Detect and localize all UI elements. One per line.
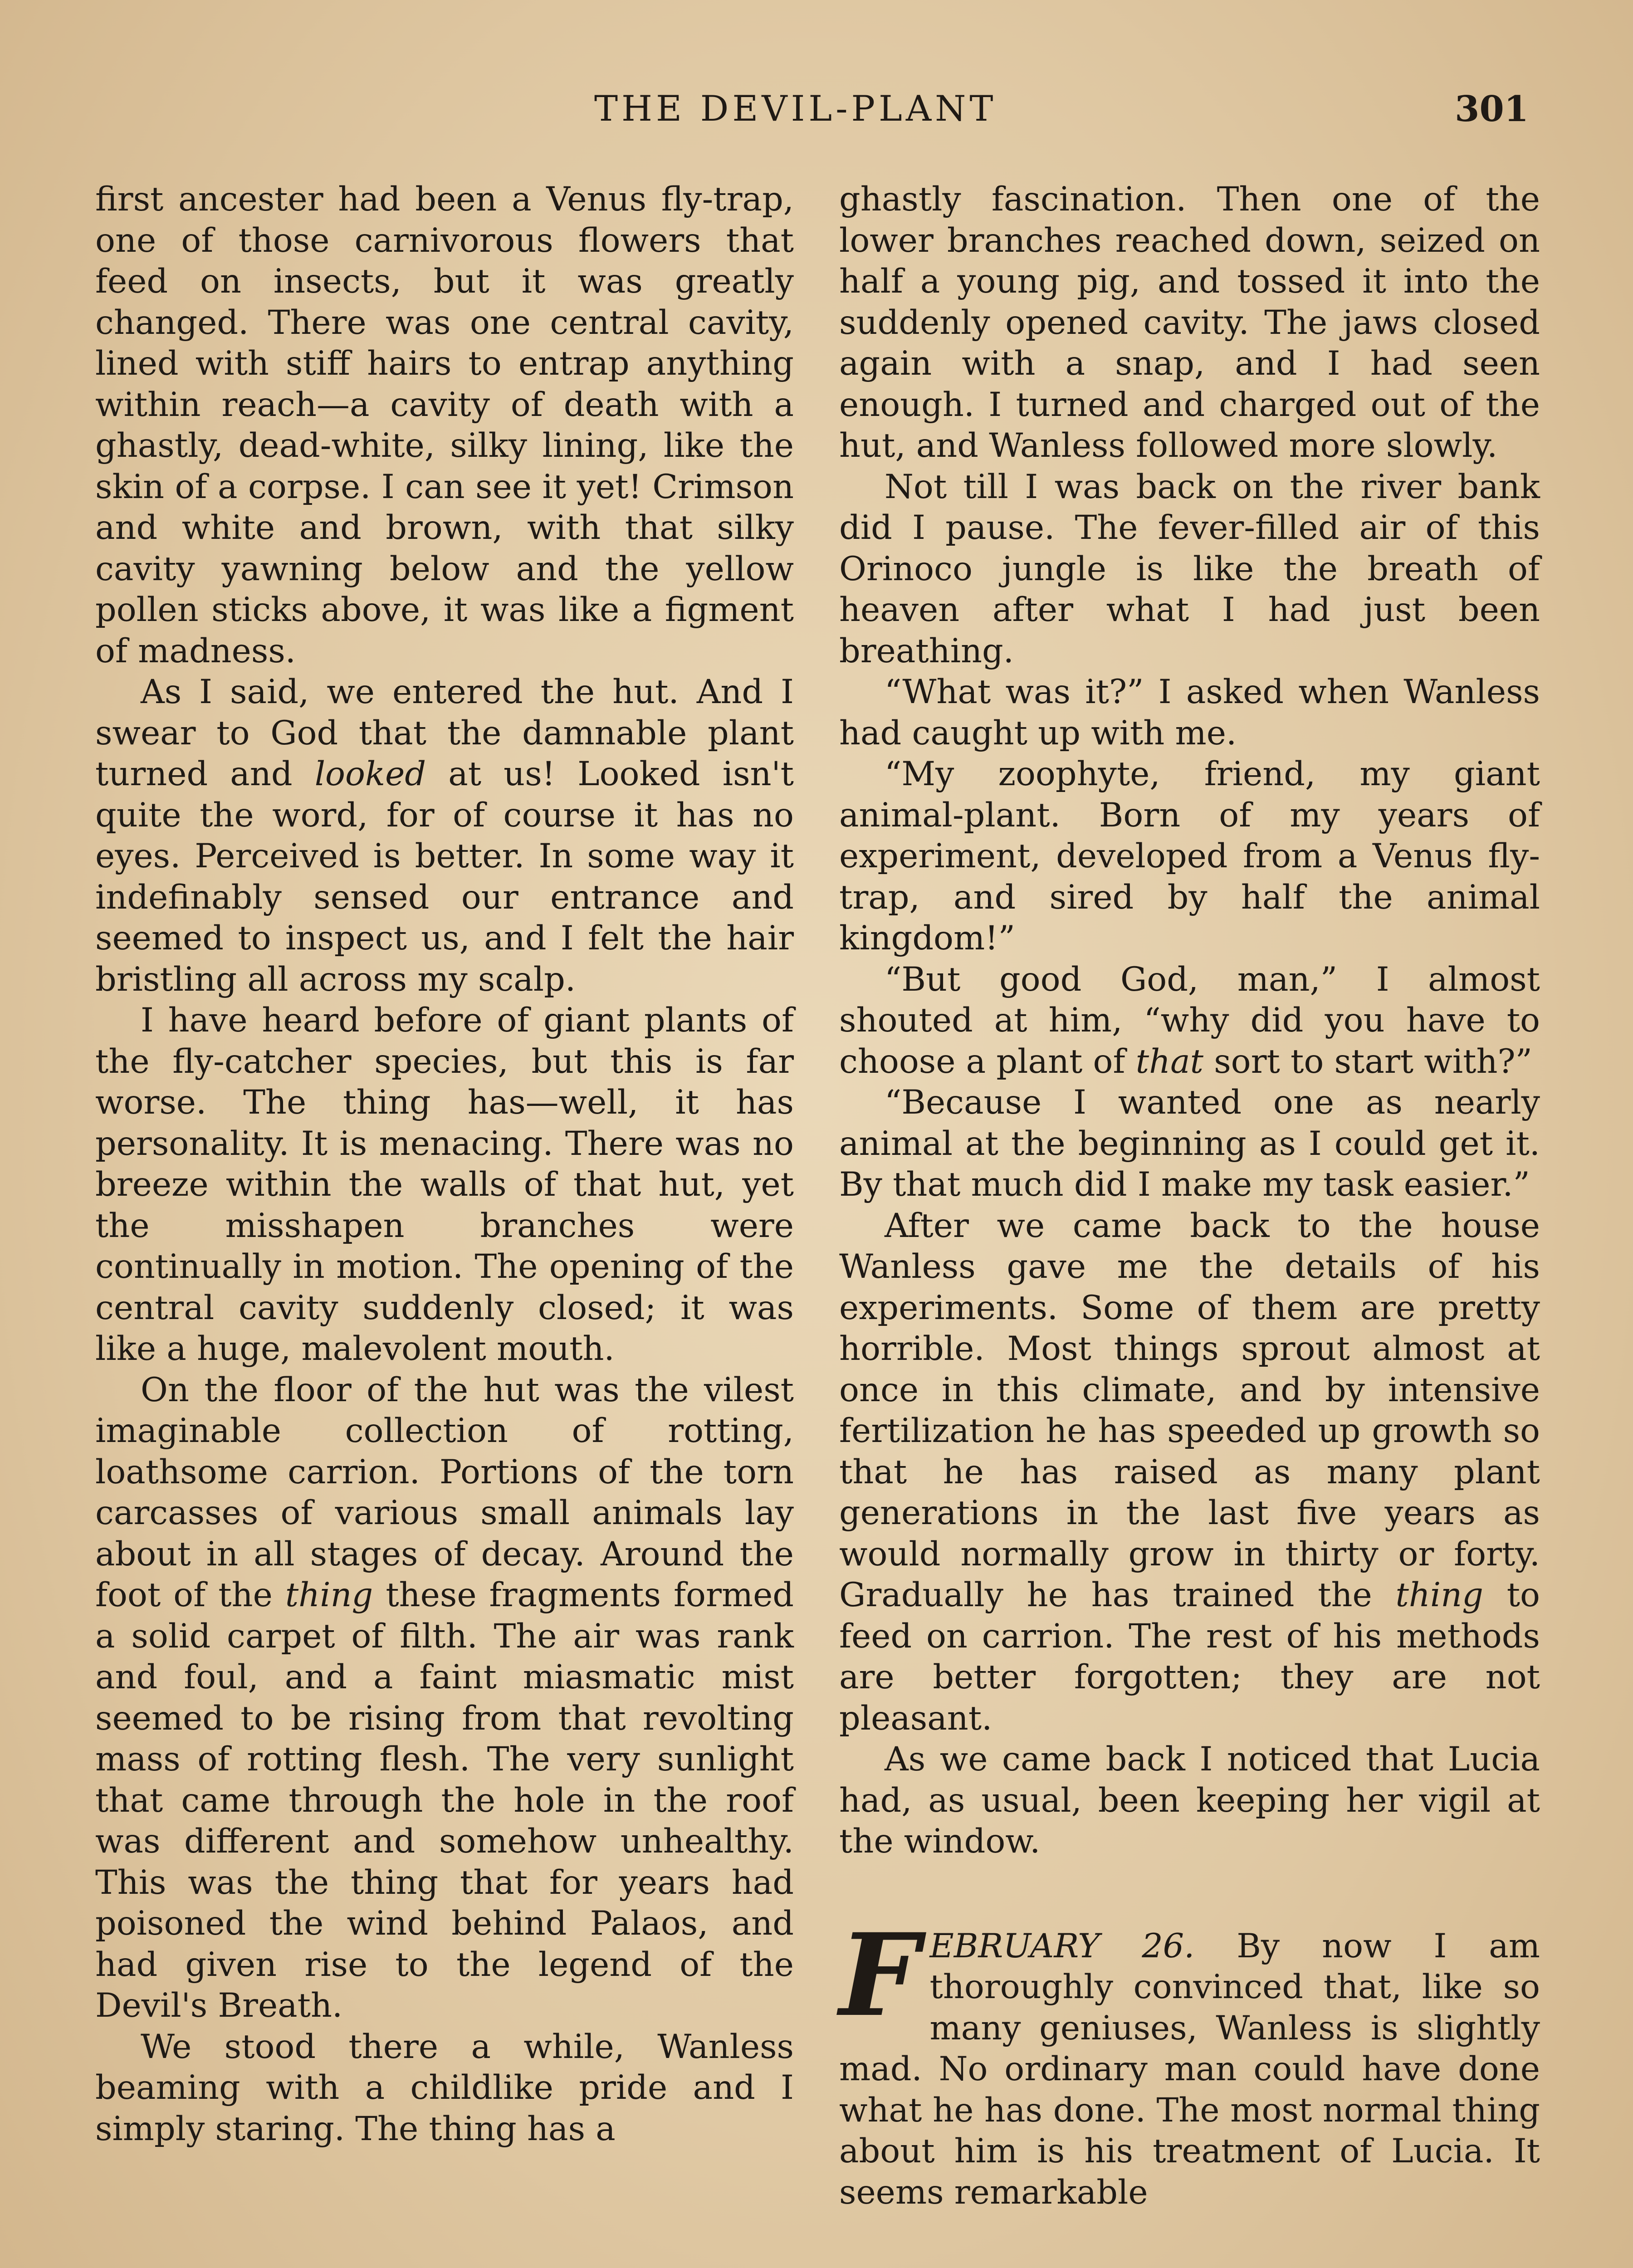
text-run: to feed on carrion. The rest of his methods are better forgotten; they are not pleasant. xyxy=(839,1576,1540,1738)
text-run: at us! Looked isn't quite the word, for of course it has no eyes. Perceived is better. In some way it indefinably sensed our entrance and seemed to inspect us, and I felt the hair bristling all across my scalp. xyxy=(95,755,794,999)
paragraph: “My zoophyte, friend, my giant animal-plant. Born of my years of experiment, developed from a Venus fly-trap, and sired by half the animal kingdom!” xyxy=(839,755,1540,958)
paragraph xyxy=(839,1206,1540,1740)
drop-cap: F xyxy=(839,1908,920,2042)
emphasis: looked xyxy=(314,755,426,793)
paragraph: “What was it?” I asked when Wanless had caught up with me. xyxy=(839,673,1540,753)
page-number: 301 xyxy=(1455,88,1529,130)
section-paragraph xyxy=(839,1908,1540,2214)
left-column xyxy=(95,179,794,2150)
paragraph xyxy=(95,1370,794,2027)
running-head: THE DEVIL-PLANT xyxy=(594,88,997,129)
text-run: On the floor of the hut was the vilest imaginable collection of rotting, loathsome carrion. Portions of the torn carcasses of various small animals lay about in all stages of decay. Around the foot of the xyxy=(95,1370,794,1614)
paragraph: I have heard before of giant plants of the fly-catcher species, but this is far worse. The thing has—well, it has personality. It is menacing. There was no breeze within the walls of that hut, yet the misshapen branches were continually in motion. The opening of the central cavity suddenly closed; it was like a huge, malevolent mouth. xyxy=(95,1001,794,1368)
text-run: “But good God, man,” I almost shouted at him, “why did you have to choose a plant of xyxy=(839,960,1540,1081)
right-column xyxy=(839,179,1540,2213)
entry-date: EBRUARY 26. xyxy=(929,1926,1195,1965)
page-header xyxy=(0,79,1633,143)
paragraph xyxy=(839,959,1540,1083)
text-run: these fragments formed a solid carpet of filth. The air was rank and foul, and a faint miasmatic mist seemed to be rising from that revolting mass of rotting flesh. The very sunlight that came through the hole in the roof was different and somehow unhealthy. This was the thing that for years had poisoned the wind behind Palaos, and had given rise to the legend of the Devil's Breath. xyxy=(95,1576,794,2025)
paragraph xyxy=(95,672,794,1000)
paragraph: We stood there a while, Wanless beaming with a childlike pride and I simply staring. The thing has a xyxy=(95,2027,794,2148)
emphasis: thing xyxy=(1395,1576,1483,1614)
paragraph: ghastly fascination. Then one of the lower branches reached down, seized on half a young pig, and tossed it into the suddenly opened cavity. The jaws closed again with a snap, and I had seen enough. I turned and charged out of the hut, and Wanless followed more slowly. xyxy=(839,180,1540,465)
paragraph: first ancester had been a Venus fly-trap, one of those carnivorous flowers that feed on insects, but it was greatly changed. There was one central cavity, lined with stiff hairs to entrap anything within reach—a cavity of death with a ghastly, dead-white, silky lining, like the skin of a corpse. I can see it yet! Crimson and white and brown, with that silky cavity yawning below and the yellow pollen sticks above, it was like a figment of madness. xyxy=(95,180,794,670)
text-run: After we came back to the house Wanless gave me the details of his experiments. Some of them are pretty horrible. Most things sprout almost at once in this climate, and by intensive fertilization he has speeded up growth so that he has raised as many plant generations in the last five years as would normally grow in thirty or forty. Gradually he has trained the xyxy=(839,1206,1540,1614)
text-run: sort to start with?” xyxy=(1214,1042,1532,1081)
paragraph: Not till I was back on the river bank did I pause. The fever-filled air of this Orinoco jungle is like the breath of heaven after what I had just been breathing. xyxy=(839,467,1540,670)
paragraph: As we came back I noticed that Lucia had, as usual, been keeping her vigil at the window. xyxy=(839,1740,1540,1861)
text-run: By now I am thoroughly convinced that, like so many geniuses, Wanless is slightly mad. No ordinary man could have done what he has done. The most normal thing about him is his treatment of Lucia. It seems remarkable xyxy=(839,1926,1540,2212)
text-run: As I said, we entered the hut. And I swear to God that the damnable plant turned and xyxy=(95,673,794,793)
paragraph: “Because I wanted one as nearly animal at the beginning as I could get it. By that much did I make my task easier.” xyxy=(839,1083,1540,1204)
emphasis: thing xyxy=(285,1576,373,1614)
emphasis: that xyxy=(1135,1042,1203,1081)
